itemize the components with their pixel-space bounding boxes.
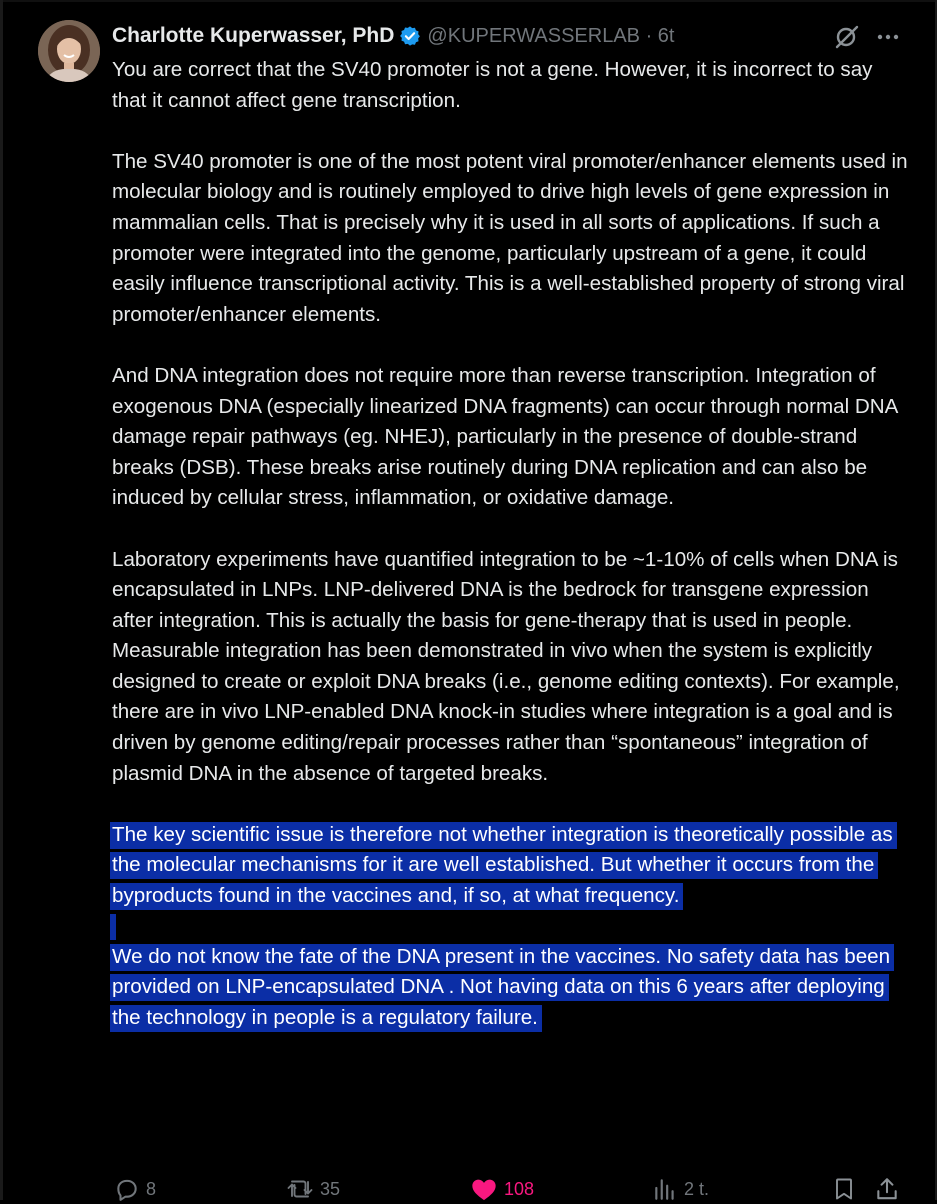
repost-icon — [286, 1176, 314, 1202]
bookmark-icon — [832, 1176, 856, 1202]
repost-count: 35 — [320, 1178, 341, 1199]
views-icon — [652, 1176, 678, 1202]
grok-icon[interactable] — [832, 22, 862, 52]
avatar-image — [38, 20, 100, 82]
tweet-paragraph: You are correct that the SV40 promoter is not a gene. However, it is incorrect to say that it cannot affect gene transcription. — [112, 58, 873, 112]
top-divider — [0, 0, 937, 2]
avatar[interactable] — [38, 20, 100, 82]
left-border — [0, 0, 3, 1200]
handle-and-time[interactable]: @KUPERWASSERLAB · 6t — [427, 24, 675, 47]
selected-text: We do not know the fate of the DNA present in the vaccines. No safety data has been provided on LNP-encapsulated DNA . Not having data on this 6 years after deploying the technology in people is a regulatory failure. — [110, 944, 894, 1032]
tweet-header — [112, 20, 674, 52]
selected-text: The key scientific issue is therefore not whether integration is theoretically possible as the molecular mechanisms for it are well established. But whether it occurs from the byproducts found in the vaccines and, if so, at what frequency. — [110, 822, 897, 910]
reply-count: 8 — [146, 1178, 157, 1199]
paragraph-spacer — [112, 789, 912, 820]
selected-blank-line — [110, 914, 116, 940]
paragraph-spacer — [112, 330, 912, 361]
like-count: 108 — [504, 1178, 535, 1199]
share-icon — [874, 1176, 900, 1202]
verified-badge-icon[interactable] — [399, 25, 421, 47]
more-icon[interactable] — [874, 24, 902, 50]
views-count: 2 t. — [684, 1178, 710, 1199]
paragraph-spacer — [112, 116, 912, 147]
author-name[interactable]: Charlotte Kuperwasser, PhD — [112, 24, 395, 47]
paragraph-spacer — [112, 514, 912, 545]
tweet-text — [112, 55, 912, 1033]
tweet-paragraph: Laboratory experiments have quantified integration to be ~1-10% of cells when DNA is encapsulated in LNPs. LNP-delivered DNA is the bedrock for transgene expression after integration. This is actually the basis for gene-therapy that is used in people. Measurable integration has been demonstrated in vivo when the system is explicitly designed to create or exploit DNA breaks (i.e., genome editing contexts). For example, there are in vivo LNP-enabled DNA knock-in studies where integration is a goal and is driven by genome editing/repair processes rather than “spontaneous” integration of plasmid DNA in the absence of targeted breaks. — [112, 547, 900, 785]
reply-icon — [114, 1176, 140, 1202]
highlighted-paragraph — [112, 942, 912, 1034]
tweet-paragraph: The SV40 promoter is one of the most potent viral promoter/enhancer elements used in molecular biology and is routinely employed to drive high levels of gene expression in mammalian cells. That is precisely why it is used in all sorts of applications. If such a promoter were integrated into the genome, particularly upstream of a gene, it could easily influence transcriptional activity. This is a well-established property of strong viral promoter/enhancer elements. — [112, 149, 908, 326]
heart-icon — [470, 1176, 498, 1202]
highlighted-paragraph — [112, 820, 912, 912]
tweet-paragraph: And DNA integration does not require more than reverse transcription. Integration of exogenous DNA (especially linearized DNA fragments) can occur through normal DNA damage repair pathways (eg. NHEJ), particularly in the presence of double-strand breaks (DSB). These breaks arise routinely during DNA replication and can also be induced by cellular stress, inflammation, or oxidative damage. — [112, 363, 898, 510]
